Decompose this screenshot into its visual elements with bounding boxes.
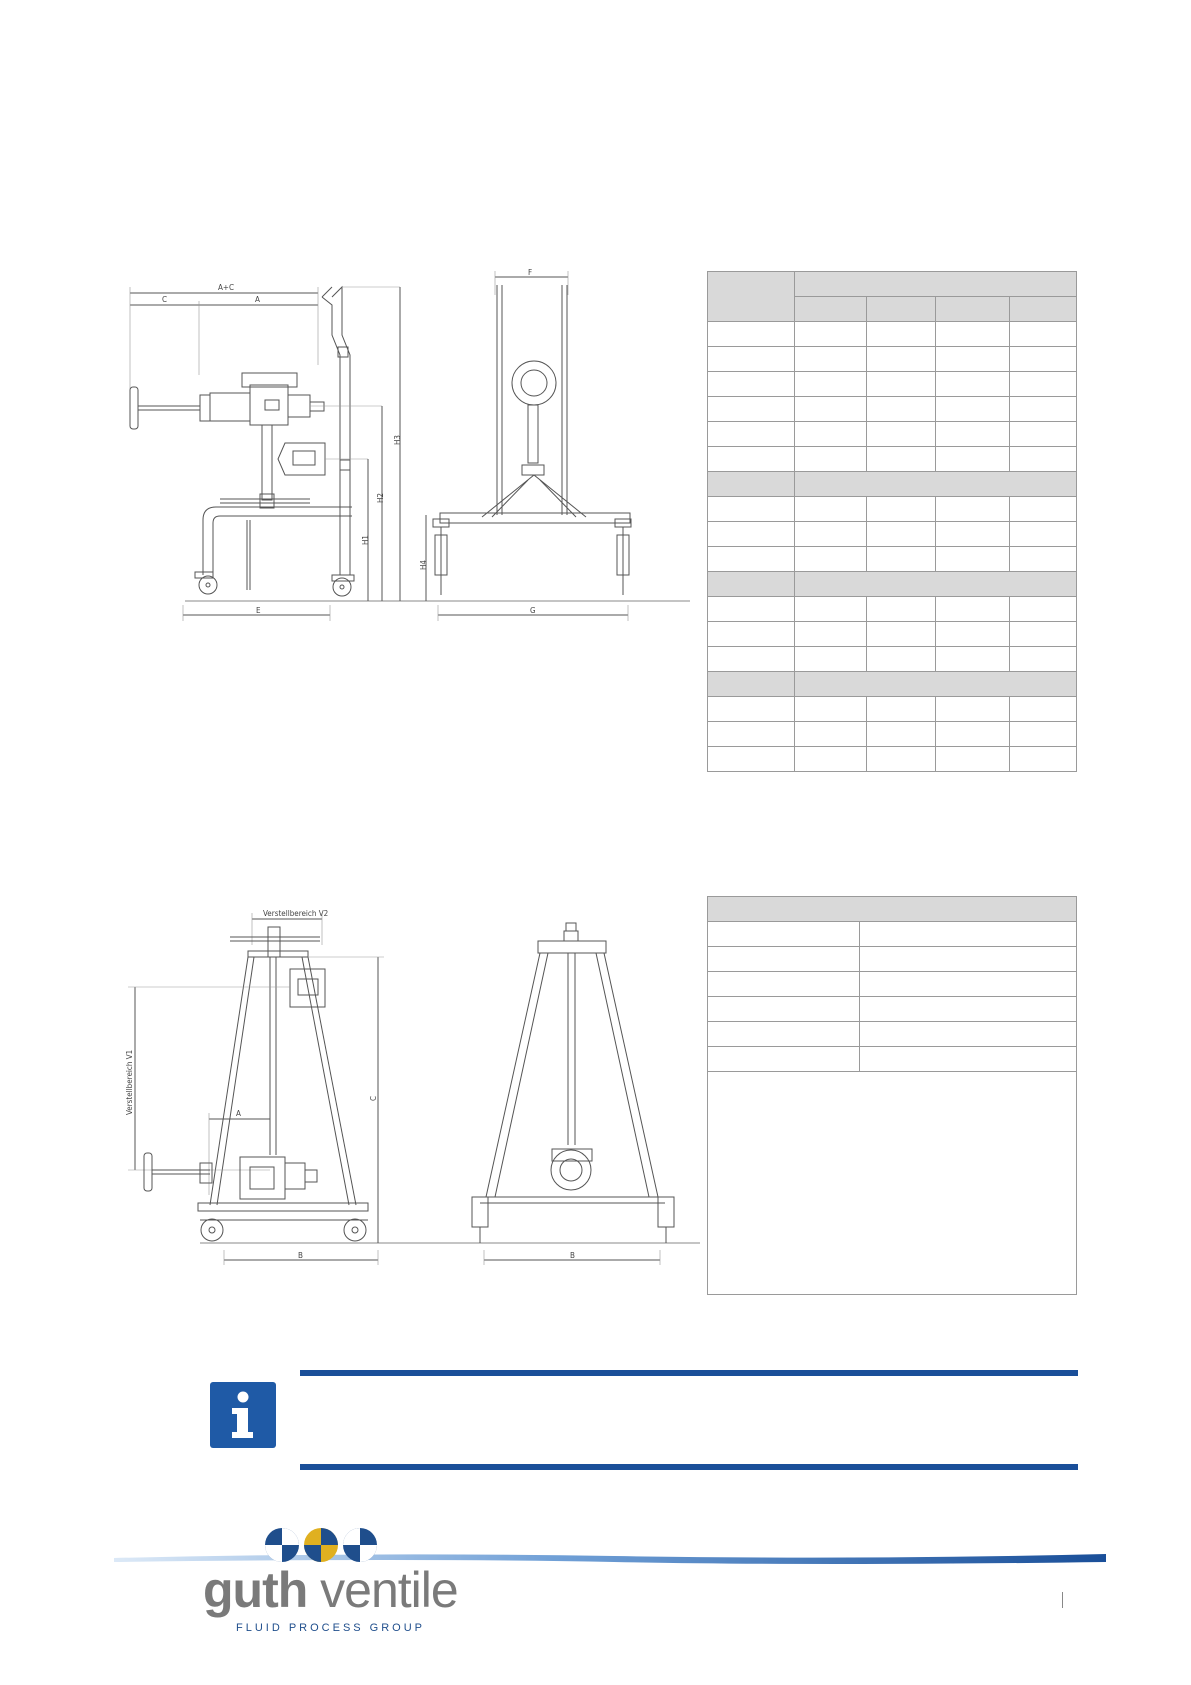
dim-label-c: C bbox=[162, 295, 168, 304]
page-number-separator bbox=[1062, 1592, 1063, 1608]
dim-label-h2: H2 bbox=[376, 493, 385, 503]
dim-label-b-left: B bbox=[298, 1251, 303, 1260]
logo-wordmark bbox=[203, 1562, 458, 1618]
table-header-row bbox=[708, 897, 1077, 922]
table-row bbox=[708, 947, 1077, 972]
table-row bbox=[708, 722, 1077, 747]
table-row bbox=[708, 347, 1077, 372]
table-row bbox=[708, 697, 1077, 722]
table-row bbox=[708, 272, 1077, 297]
dim-label-a-plus-c: A+C bbox=[218, 283, 234, 292]
table-section-row bbox=[708, 472, 1077, 497]
dim-label-a2: A bbox=[236, 1109, 241, 1118]
table-row bbox=[708, 997, 1077, 1022]
dim-label-f: F bbox=[528, 268, 533, 277]
dim-label-v2: Verstellbereich V2 bbox=[263, 909, 329, 918]
dim-label-a: A bbox=[255, 295, 260, 304]
dim-label-b-right: B bbox=[570, 1251, 575, 1260]
info-bar-bottom bbox=[300, 1464, 1078, 1470]
dim-label-h3: H3 bbox=[393, 435, 402, 445]
table-row bbox=[708, 622, 1077, 647]
technical-drawing-stand bbox=[120, 905, 700, 1265]
dimension-table-2 bbox=[707, 896, 1077, 1295]
table-section-row bbox=[708, 672, 1077, 697]
table-section-row bbox=[708, 572, 1077, 597]
dim-label-g: G bbox=[530, 606, 536, 615]
table-row bbox=[708, 422, 1077, 447]
table-row bbox=[708, 497, 1077, 522]
table-row bbox=[708, 747, 1077, 772]
table-row bbox=[708, 522, 1077, 547]
table-row bbox=[708, 972, 1077, 997]
dim-label-h4: H4 bbox=[419, 560, 428, 570]
table-row bbox=[708, 547, 1077, 572]
table-row bbox=[708, 447, 1077, 472]
technical-drawing-side-front bbox=[110, 268, 690, 625]
table-row bbox=[708, 597, 1077, 622]
table-notes-row bbox=[708, 1072, 1077, 1295]
dim-label-c2: C bbox=[369, 1095, 378, 1101]
dim-label-v1: Verstellbereich V1 bbox=[125, 1049, 134, 1115]
table-row bbox=[708, 1047, 1077, 1072]
table-row bbox=[708, 322, 1077, 347]
info-icon bbox=[210, 1382, 276, 1448]
info-bar-top bbox=[300, 1370, 1078, 1376]
dim-label-e: E bbox=[256, 606, 261, 615]
logo-subtitle: FLUID PROCESS GROUP bbox=[236, 1622, 426, 1634]
table-row bbox=[708, 397, 1077, 422]
info-note bbox=[210, 1370, 1078, 1470]
table-row bbox=[708, 922, 1077, 947]
table-row bbox=[708, 647, 1077, 672]
table-row bbox=[708, 1022, 1077, 1047]
dim-label-h1: H1 bbox=[361, 535, 370, 545]
table-row bbox=[708, 372, 1077, 397]
logo-text-bold: guth bbox=[203, 1562, 308, 1618]
logo-text-light: ventile bbox=[307, 1562, 458, 1618]
dimension-table-1 bbox=[707, 271, 1077, 772]
